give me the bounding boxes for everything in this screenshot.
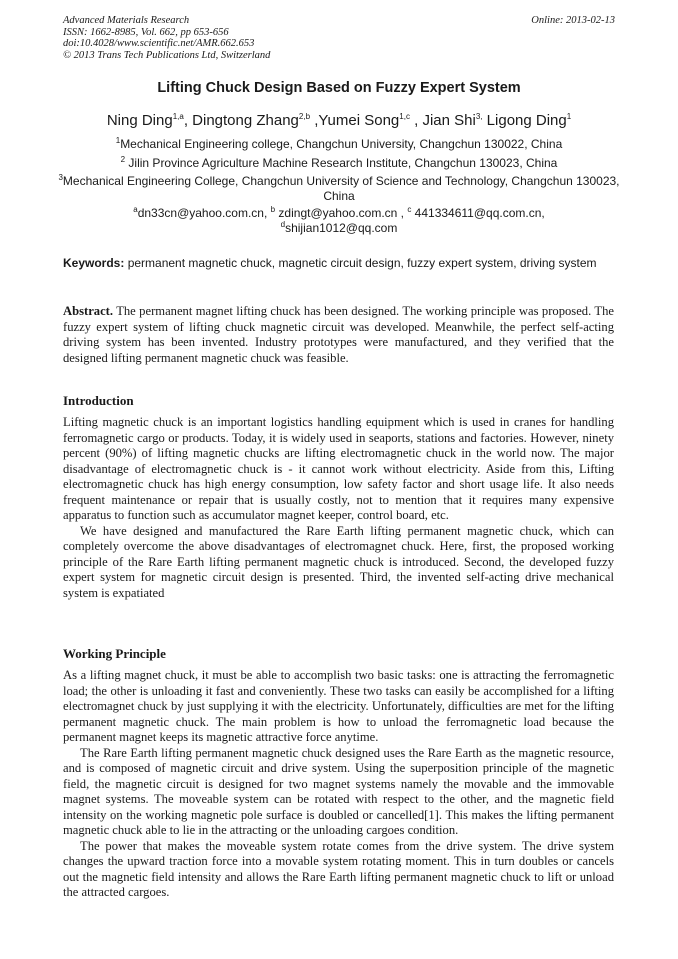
section-heading-introduction: Introduction	[63, 393, 134, 408]
author-name: Ligong Ding	[486, 112, 567, 129]
affiliation-mark: 3	[58, 173, 63, 182]
paper-title: Lifting Chuck Design Based on Fuzzy Expert System	[157, 80, 521, 96]
author-separator: ,	[409, 112, 423, 129]
affiliation-text: Jilin Province Agriculture Machine Research Institute, Changchun 130023, China	[125, 156, 558, 170]
abstract-label: Abstract.	[63, 304, 114, 318]
affiliation-text: Mechanical Engineering college, Changchun University, Changchun 130022, China	[120, 137, 563, 151]
email-mark: c	[407, 205, 412, 214]
author-name: Yumei Song	[318, 112, 400, 129]
journal-header	[63, 15, 270, 61]
author-separator: ,	[310, 112, 319, 129]
journal-copyright: © 2013 Trans Tech Publications Ltd, Switzerland	[63, 49, 271, 61]
keywords-text: permanent magnetic chuck, magnetic circuit design, fuzzy expert system, driving system	[124, 256, 597, 270]
author-affiliation-mark: 3,	[475, 112, 483, 121]
author-affiliation-mark: 2,b	[298, 112, 311, 121]
paragraph: As a lifting magnet chuck, it must be able to accomplish two basic tasks: one is attracting the ferromagnetic load; the other is unloading it fast and conveniently. These two tasks can easily be accomplished for a lifting electromagnet chuck by just supplying it with the electricity. Unfortunately, difficulties are met for the lifting permanent magnetic chuck. The main problem is how to unload the ferromagnetic load because the permanent magnet keeps its magnetic attractive force anytime.	[63, 668, 614, 744]
author-name: Ning Ding	[106, 112, 173, 129]
affiliation-1	[52, 137, 626, 152]
author-affiliation-mark: 1,c	[399, 112, 410, 121]
author-affiliation-mark: 1	[566, 112, 572, 121]
paragraph: Lifting magnetic chuck is an important logistics handling equipment which is used in cranes for handling ferromagnetic cargo or products. Today, it is widely used in seaports, stations and factories. However, ninety percent (90%) of lifting magnetic chucks are lifting electromagnetic chuck in the world now. The major disadvantage of electromagnetic chuck is - it cannot work without electricity. Aside from this, Lifting electromagnetic chuck has high energy consumption, low safety factor and short usage life. It also needs frequent maintenance or repair that is usually costly, not to mention that it requires many expensive apparatus to function such as accumulator magnet keeper, control board, etc.	[63, 415, 614, 522]
author-name: Dingtong Zhang	[192, 112, 299, 129]
abstract	[63, 304, 614, 366]
keywords-label: Keywords:	[63, 256, 125, 270]
introduction-body	[63, 415, 614, 601]
paragraph: The Rare Earth lifting permanent magnetic chuck designed uses the Rare Earth as the magnetic resource, and is composed of magnetic circuit and drive system. Using the superposition principle of the magnetic field, the magnetic circuit is designed for two magnet systems namely the movable and the immovable magnet systems. The moveable system can be rotated with respect to the other, and the magnetic field intensity on the working magnetic pole surface is doubled or cancelled[1]. This makes the lifting permanent magnetic chuck able to lie in the attracting or the unloading cargoes condition.	[63, 745, 614, 837]
author-name: Jian Shi	[422, 112, 476, 129]
email-address: shijian1012@qq.com	[285, 220, 398, 235]
email-mark: a	[133, 205, 138, 214]
author-emails	[52, 206, 626, 235]
affiliation-mark: 1	[115, 136, 121, 145]
email-mark: b	[270, 205, 276, 214]
online-date: Online: 2013-02-13	[531, 15, 615, 26]
affiliation-2	[52, 156, 626, 171]
affiliation-mark: 2	[120, 155, 126, 164]
keywords	[63, 256, 614, 270]
author-list	[0, 112, 678, 130]
author-separator: ,	[183, 112, 193, 129]
journal-issn: ISSN: 1662-8985, Vol. 662, pp 653-656	[63, 26, 229, 38]
abstract-text: The permanent magnet lifting chuck has been designed. The working principle was proposed. The fuzzy expert system of lifting chuck magnetic circuit was developed. Meanwhile, the perfect self-acting driving system has been invented. Industry prototypes were manufactured, and they verified that the designed lifting permanent magnetic chuck was feasible.	[63, 304, 614, 365]
author-affiliation-mark: 1,a	[172, 112, 184, 121]
email-address: 441334611@qq.com.cn,	[411, 206, 545, 220]
email-mark: d	[280, 219, 286, 229]
affiliation-text: Mechanical Engineering College, Changchun University of Science and Technology, Changchun 130023, China	[62, 174, 620, 203]
email-address: zdingt@yahoo.com.cn ,	[275, 206, 408, 220]
section-heading-working-principle: Working Principle	[63, 646, 166, 661]
affiliation-3	[52, 174, 626, 203]
paragraph: The power that makes the moveable system rotate comes from the drive system. The drive system changes the upward traction force into a movable system rotating moment. This in turn doubles or cancels out the magnetic field intensity and allows the Rare Earth lifting permanent magnetic chuck to lift or unload the attracted cargoes.	[63, 838, 614, 899]
email-address: dn33cn@yahoo.com.cn,	[137, 206, 271, 220]
journal-name: Advanced Materials Research	[63, 15, 190, 26]
paragraph: We have designed and manufactured the Rare Earth lifting permanent magnetic chuck, which can completely overcome the above disadvantages of electromagnet chuck. Here, first, the proposed working principle of the Rare Earth lifting permanent magnetic chuck is introduced. Second, the developed fuzzy expert system for magnetic circuit design is presented. Third, the invented self-acting drive mechanical system is expatiated	[63, 523, 614, 600]
working-principle-body	[63, 668, 614, 901]
journal-doi: doi:10.4028/www.scientific.net/AMR.662.653	[63, 38, 255, 49]
